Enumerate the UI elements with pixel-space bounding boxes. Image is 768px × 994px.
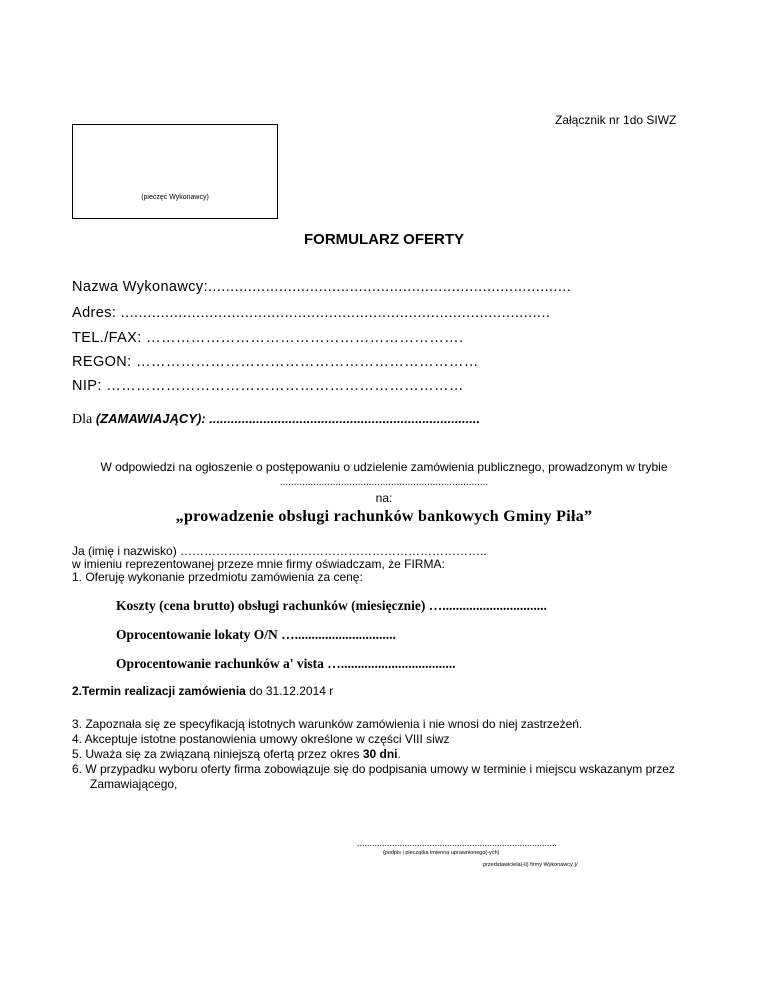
term-label: 2.Termin realizacji zamówienia xyxy=(72,684,246,698)
regon-field: REGON: …………………………………………………………… xyxy=(72,354,479,370)
list-item-6: 6. W przypadku wyboru oferty firma zobowiązuje się do podpisania umowy w terminie i miejscu wskazanym przez xyxy=(72,762,675,776)
term-line xyxy=(72,684,333,698)
cost-line-current-accounts: Oprocentowanie rachunków a' vista ….................................. xyxy=(116,656,456,671)
intro-text: W odpowiedzi na ogłoszenie o postępowaniu o udzielenie zamówienia publicznego, prowadzonym w trybie xyxy=(100,460,668,474)
annex-label: Załącznik nr 1do SIWZ xyxy=(555,113,677,127)
address-field: Adres: ................................................................................................. xyxy=(72,305,551,321)
cost-line-accounts: Koszty (cena brutto) obsługi rachunków (miesięcznie) …............................... xyxy=(116,598,547,613)
ordering-party-line xyxy=(72,411,480,428)
contractor-stamp-box xyxy=(72,124,278,219)
contractor-name-field: Nazwa Wykonawcy:.................................................................................. xyxy=(72,279,572,295)
intro-na: na: xyxy=(375,491,393,505)
procedure-mode-dots: ........................................................................... xyxy=(279,477,489,488)
declarant-name-line: Ja (imię i nazwisko) ………………………………………………………………….. xyxy=(72,544,487,558)
signature-caption-2: przedstawiciela(-li) firmy Wykonawcy )/ xyxy=(483,862,578,868)
list-item-5-period: 30 dni xyxy=(362,747,398,761)
cost-line-overnight-deposit: Oprocentowanie lokaty O/N ….............................. xyxy=(116,627,396,642)
signature-dots: ................................................................................ xyxy=(357,838,558,848)
tel-fax-field: TEL./FAX: ………………………………………………………. xyxy=(72,330,464,346)
ordering-party-label: Dla xyxy=(72,412,93,427)
term-value: do 31.12.2014 r xyxy=(245,684,334,698)
list-item-3: 3. Zapoznała się ze specyfikacją istotnych warunków zamówienia i nie wnosi do niej zastrzeżeń. xyxy=(72,717,583,731)
page-title: FORMULARZ OFERTY xyxy=(304,231,464,248)
ordering-party-value: (ZAMAWIAJĄCY): ........................................................................... xyxy=(95,411,481,426)
list-item-5-text: 5. Uważa się za związaną niniejszą ofertą przez okres xyxy=(72,747,363,761)
list-item-5 xyxy=(72,747,401,761)
offer-price-line: 1. Oferuję wykonanie przedmiotu zamówienia za cenę: xyxy=(72,570,363,584)
order-subject: „prowadzenie obsługi rachunków bankowych Gminy Piła” xyxy=(175,508,593,525)
list-item-4: 4. Akceptuje istotne postanowienia umowy określone w części VIII siwz xyxy=(72,732,450,746)
declaration-line: w imieniu reprezentowanej przeze mnie firmy oświadczam, że FIRMA: xyxy=(72,557,445,571)
stamp-label: (pieczęć Wykonawcy) xyxy=(141,194,209,201)
nip-field: NIP: ……………………………………………………………… xyxy=(72,378,464,394)
signature-caption-1: (podpis i pieczątka imienna uprawnionego(-ych) xyxy=(383,850,500,856)
list-item-5-end: . xyxy=(397,747,401,761)
list-item-6-continuation: Zamawiającego, xyxy=(90,777,178,791)
